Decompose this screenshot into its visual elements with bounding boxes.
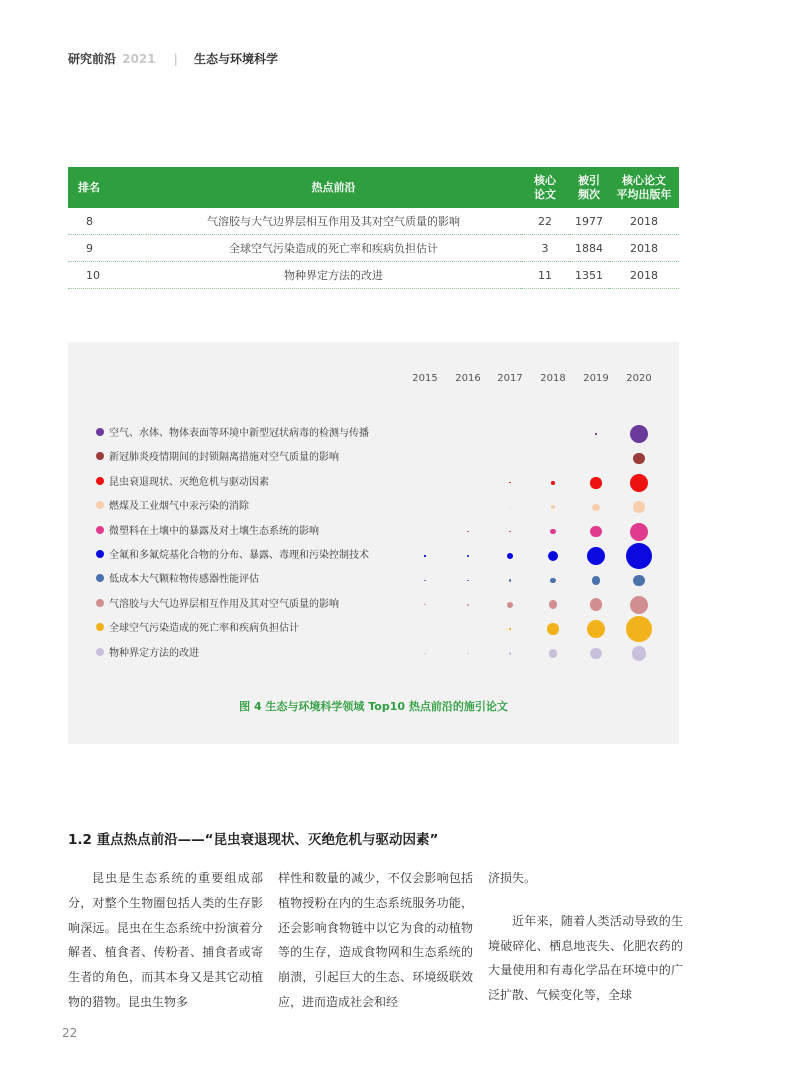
bubble-point	[551, 481, 555, 485]
legend-item	[96, 599, 339, 611]
year-label: 2018	[540, 373, 566, 384]
legend-label: 低成本大气颗粒物传感器性能评估	[109, 574, 259, 586]
bubble-point	[549, 600, 558, 609]
bubble-point	[630, 596, 648, 614]
bubble-point	[467, 531, 468, 532]
bubble-point	[630, 523, 648, 541]
legend-dot	[96, 623, 104, 631]
bubble-point	[630, 425, 648, 443]
cell-year: 2018	[609, 262, 679, 289]
legend-dot	[96, 599, 104, 607]
legend-item	[96, 477, 269, 489]
paragraph-1b: 样性和数量的减少，不仅会影响包括植物授粉在内的生态系统服务功能，还会影响食物链中以它为食的动植物等的生存，造成食物网和生态系统的崩溃，引起巨大的生态、环境级联效应，进而造成社会和经	[278, 871, 473, 1009]
cell-cited: 1351	[569, 262, 609, 289]
bubble-point	[507, 553, 513, 559]
paragraph-1c: 济损失。	[488, 871, 537, 885]
bubble-point	[509, 628, 510, 629]
bubble-point	[509, 507, 510, 508]
cell-cited: 1977	[569, 208, 609, 235]
header-title: 研究前沿	[68, 52, 117, 66]
cell-rank: 9	[68, 235, 146, 262]
bubble-point	[467, 555, 469, 557]
bubble-point	[509, 531, 510, 532]
bubble-point	[590, 526, 602, 538]
bubble-point	[590, 648, 602, 660]
legend-label: 新冠肺炎疫情期间的封锁隔离措施对空气质量的影响	[109, 452, 339, 464]
legend-dot	[96, 428, 104, 436]
bubble-point	[632, 646, 646, 660]
legend-item	[96, 501, 249, 513]
legend-item	[96, 574, 259, 586]
legend-dot	[96, 648, 104, 656]
bubble-point	[549, 649, 558, 658]
bubble-point	[467, 653, 468, 654]
col-header-rank: 排名	[68, 167, 146, 208]
legend-item	[96, 452, 339, 464]
cell-cited: 1884	[569, 235, 609, 262]
legend-dot	[96, 452, 104, 460]
bubble-point	[587, 547, 605, 565]
paragraph-2: 近年来，随着人类活动导致的生境破碎化、栖息地丧失、化肥农药的大量使用和有毒化学品在环境中的广泛扩散、气候变化等，全球	[488, 913, 683, 1003]
legend-label: 燃煤及工业烟气中汞污染的消除	[109, 501, 249, 513]
table-row	[68, 262, 679, 289]
bubble-point	[633, 501, 645, 513]
bubble-point	[595, 433, 596, 434]
year-label: 2017	[497, 373, 523, 384]
legend-label: 昆虫衰退现状、灭绝危机与驱动因素	[109, 476, 269, 488]
running-header	[68, 50, 278, 67]
legend-label: 全氟和多氟烷基化合物的分布、暴露、毒理和污染控制技术	[109, 550, 369, 561]
bubble-point	[592, 504, 599, 511]
bubble-point	[424, 653, 425, 654]
bubble-point	[467, 580, 468, 581]
legend-item	[96, 550, 369, 562]
bubble-point	[547, 623, 559, 635]
figure-caption: 图 4 生态与环境科学领域 Top10 热点前沿的施引论文	[239, 700, 508, 713]
bubble-point	[587, 620, 605, 638]
bubble-point	[592, 576, 601, 585]
col-header-cited: 被引 频次	[569, 167, 609, 208]
legend-label: 全球空气污染造成的死亡率和疾病负担估计	[109, 623, 299, 635]
hot-fronts-table	[68, 167, 679, 289]
bubble-point	[550, 529, 555, 534]
paragraph-1a: 昆虫是生态系统的重要组成部分，对整个生物圈包括人类的生存影响深远。昆虫在生态系统中扮演着分解者、植食者、传粉者、捕食者或寄生者的角色，而其本身又是其它动植物的猎物。昆虫生物多	[68, 871, 263, 1009]
bubble-point	[424, 580, 425, 581]
cell-year: 2018	[609, 208, 679, 235]
table-row	[68, 235, 679, 262]
table-row	[68, 208, 679, 235]
figure-bubble-chart	[68, 342, 679, 744]
bubble-point	[509, 579, 512, 582]
cell-core: 3	[521, 235, 569, 262]
cell-front: 全球空气污染造成的死亡率和疾病负担估计	[146, 235, 521, 262]
legend-label: 物种界定方法的改进	[109, 647, 199, 659]
bubble-point	[630, 474, 648, 492]
bubble-point	[551, 505, 555, 509]
legend-label: 微塑料在土壤中的暴露及对土壤生态系统的影响	[109, 525, 319, 537]
bubble-point	[424, 555, 425, 556]
header-field: 生态与环境科学	[194, 52, 279, 66]
col-header-front: 热点前沿	[146, 167, 521, 208]
year-label: 2015	[412, 373, 438, 384]
cell-core: 11	[521, 262, 569, 289]
body-column-1	[68, 866, 263, 1015]
col-header-year: 核心论文 平均出版年	[609, 167, 679, 208]
legend-dot	[96, 574, 104, 582]
legend-label: 气溶胶与大气边界层相互作用及其对空气质量的影响	[109, 598, 339, 610]
bubble-point	[626, 543, 652, 569]
bubble-point	[590, 598, 603, 611]
bubble-point	[633, 453, 645, 465]
year-label: 2020	[626, 373, 652, 384]
cell-year: 2018	[609, 235, 679, 262]
legend-dot	[96, 550, 104, 558]
legend-item	[96, 428, 369, 440]
bubble-point	[633, 575, 645, 587]
bubble-point	[507, 602, 513, 608]
cell-front: 气溶胶与大气边界层相互作用及其对空气质量的影响	[146, 208, 521, 235]
bubble-point	[590, 477, 602, 489]
legend-item	[96, 526, 319, 538]
bubble-point	[509, 482, 510, 483]
cell-core: 22	[521, 208, 569, 235]
section-title: 1.2 重点热点前沿——“昆虫衰退现状、灭绝危机与驱动因素”	[68, 832, 439, 848]
bubble-point	[424, 604, 425, 605]
bubble-point	[467, 604, 469, 606]
legend-dot	[96, 477, 104, 485]
year-label: 2019	[583, 373, 609, 384]
bubble-point	[509, 652, 512, 655]
header-year: 2021	[122, 52, 156, 66]
body-column-2	[278, 866, 473, 1015]
bubble-point	[548, 551, 558, 561]
cell-front: 物种界定方法的改进	[146, 262, 521, 289]
legend-dot	[96, 526, 104, 534]
cell-rank: 10	[68, 262, 146, 289]
cell-rank: 8	[68, 208, 146, 235]
legend-label: 空气、水体、物体表面等环境中新型冠状病毒的检测与传播	[109, 428, 369, 439]
header-separator: |	[173, 52, 178, 66]
bubble-point	[626, 616, 652, 642]
bubble-point	[550, 578, 556, 584]
legend-item	[96, 648, 199, 660]
legend-dot	[96, 501, 104, 509]
year-label: 2016	[455, 373, 481, 384]
table-header-row	[68, 167, 679, 208]
body-column-3	[488, 866, 683, 1008]
page-number: 22	[62, 1026, 78, 1040]
legend-item	[96, 623, 299, 635]
col-header-core: 核心 论文	[521, 167, 569, 208]
